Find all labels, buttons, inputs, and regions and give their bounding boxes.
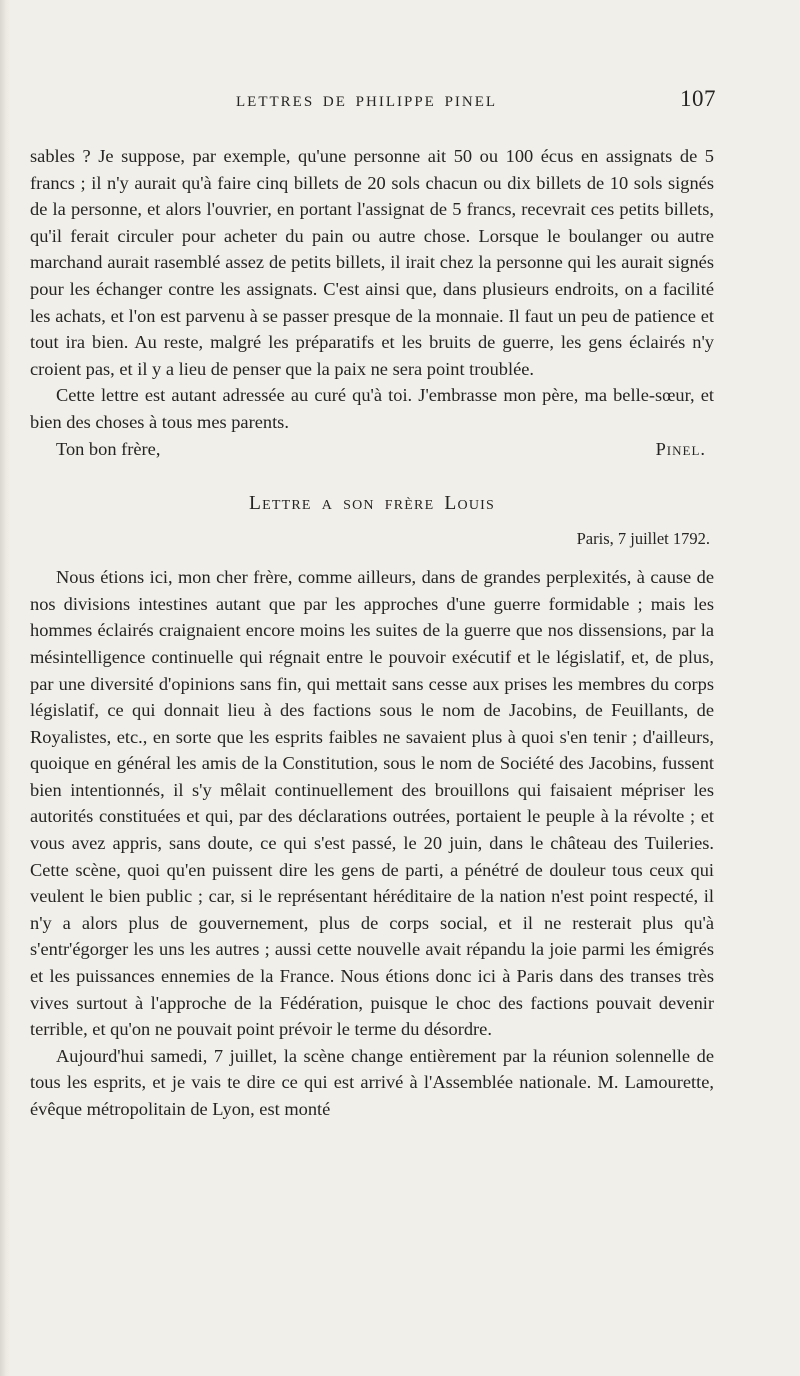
signature: Pinel. [655,438,706,459]
letter-paragraph-2: Aujourd'hui samedi, 7 juillet, la scène change entièrement par la réunion solennelle de tous les esprits, et je vais te dire ce qui est arrivé à l'Assemblée nationale. M. Lamourette, évêque métropolitain de Lyon, est monté [30,1045,714,1119]
signoff [30,436,714,463]
closing-paragraph: Cette lettre est autant adressée au curé qu'à toi. J'embrasse mon père, ma belle-sœur, et bien des choses à tous mes parents. [30,385,714,432]
running-head [236,86,716,116]
salutation: Ton bon frère, [56,438,161,459]
letter-paragraph-1: Nous étions ici, mon cher frère, comme ailleurs, dans de grandes perplexités, à cause de nos divisions intestines autant que par les approches d'une guerre formidable ; mais les hommes éclairés craignaient encore moins les suites de la guerre que nos dissensions, par la mésintelligence continuelle qui régnait entre le pouvoir exécutif et le législatif, et, de plus, par une diversité d'opinions sans fin, qui mettait sans cesse aux prises les membres du corps législatif, ce qui donnait lieu à des factions sous le nom de Jacobins, de Feuillants, de Royalistes, etc., en sorte que les esprits faibles ne savaient plus à quoi s'en tenir ; d'ailleurs, quoique en général les amis de la Constitution, sous le nom de Société des Jacobins, fussent bien intentionnés, il s'y mêlait continuellement des brouillons qui faisaient mépriser les autorités constituées et qui, par des déclarations outrées, portaient le peuple à la révolte ; et vous avez appris, sans doute, ce qui s'est passé, le 20 juin, dans le château des Tuileries. Cette scène, quoi qu'en puissent dire les gens de parti, a pénétré de douleur tous ceux qui veulent le bien public ; car, si le représentant héréditaire de la nation n'est point respecté, il n'y a alors plus de gouvernement, plus de corps social, et il ne resterait plus qu'à s'entr'égorger les uns les autres ; aussi cette nouvelle avait répandu la joie parmi les émigrés et les puissances ennemies de la France. Nous étions donc ici à Paris dans des transes très vives surtout à l'approche de la Fédération, puisque le choc des factions pouvait devenir terrible, et qu'on ne pouvait point prévoir le terme du désordre. [30,567,714,1040]
dateline: Paris, 7 juillet 1792. [576,529,710,549]
page-number: 107 [680,86,716,111]
continuation-paragraph: sables ? Je suppose, par exemple, qu'une personne ait 50 ou 100 écus en assignats de 5 francs ; il n'y aurait qu'à faire cinq billets de 20 sols chacun ou dix billets de 10 sols signés de la personne, et alors l'ouvrier, en portant l'assignat de 5 francs, recevrait ces petits billets, qu'il ferait circuler pour acheter du pain ou autre chose. Lorsque le boulanger ou autre marchand aurait rasemblé assez de petits billets, il irait chez la personne qui les aurait signés pour les échanger contre les assignats. C'est ainsi que, dans plusieurs endroits, on a facilité les achats, et l'on est parvenu à se passer presque de la monnaie. Il faut un peu de patience et tout ira bien. Au reste, malgré les préparatifs et les bruits de guerre, les gens éclairés n'y croient pas, et il y a lieu de penser que la paix ne sera point troublée. [30,146,714,379]
running-title: LETTRES DE PHILIPPE PINEL [236,94,498,110]
letter-title: Lettre a son frère Louis [248,493,496,515]
body-text [30,143,714,1123]
